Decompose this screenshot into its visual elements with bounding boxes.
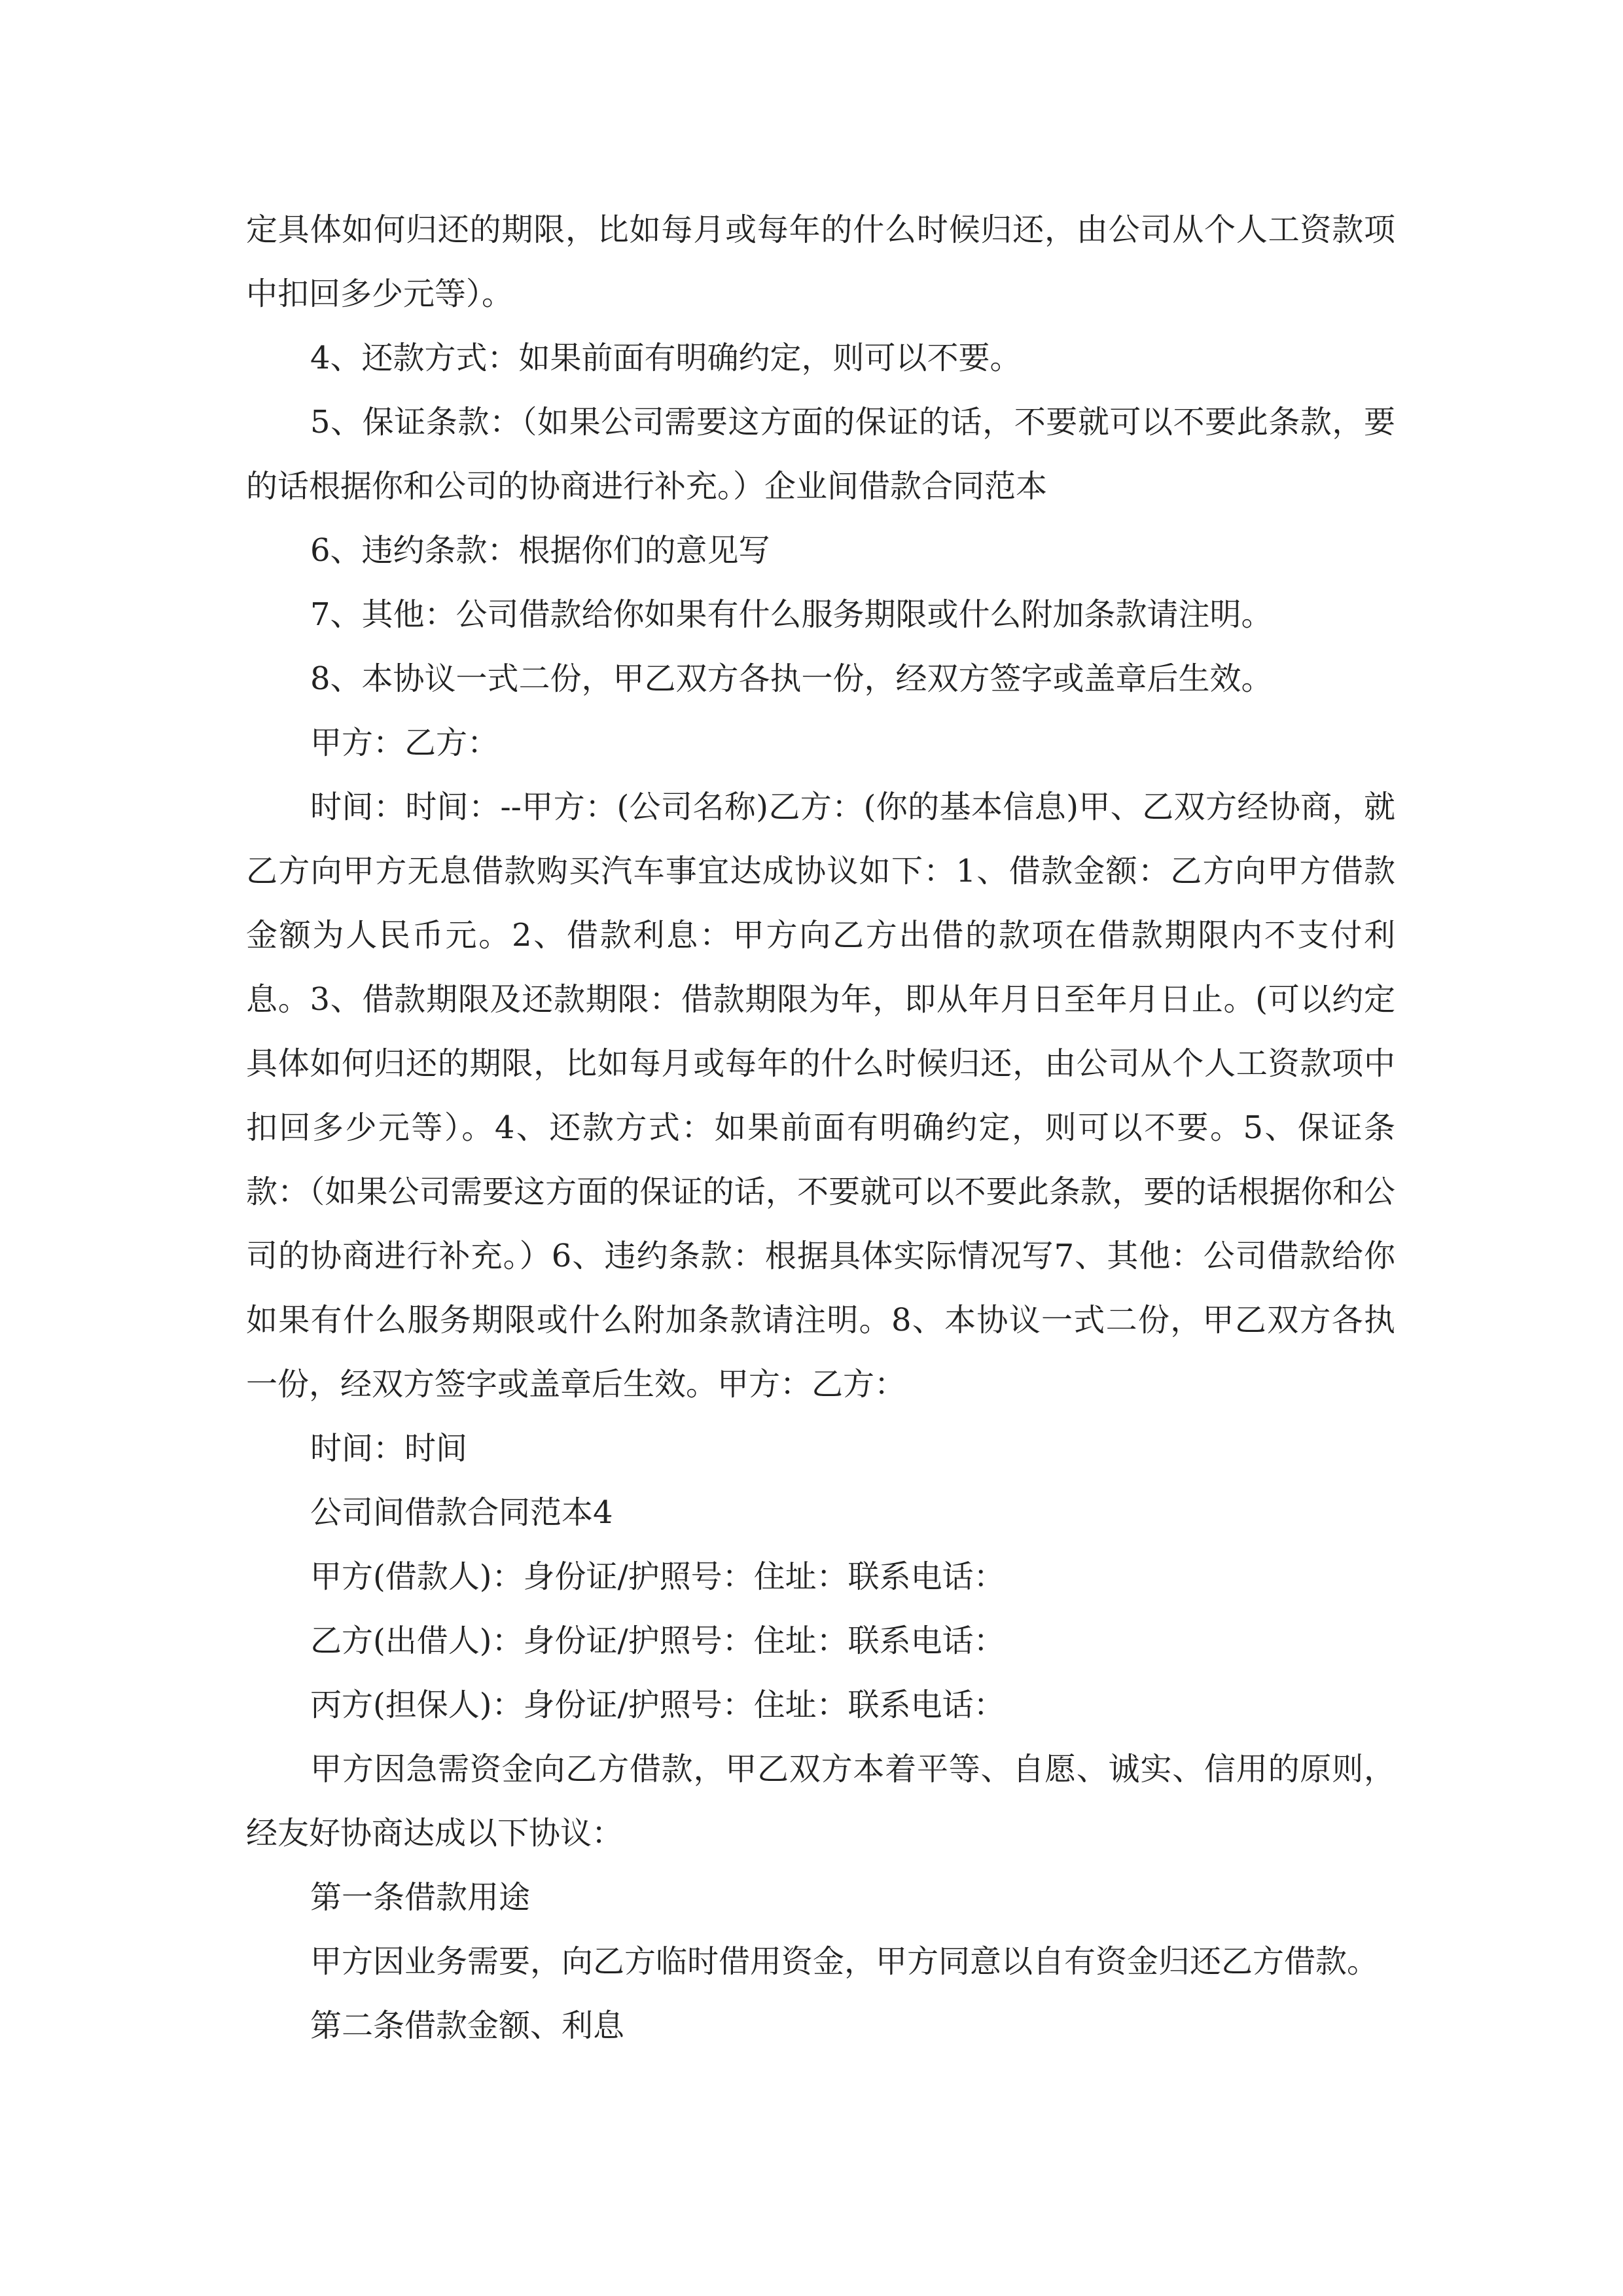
section-title: 公司间借款合同范本4 [310,1494,613,1531]
paragraph-16: 甲方因业务需要，向乙方临时借用资金，甲方同意以自有资金归还乙方借款。 [310,1943,1379,1980]
paragraph-8: 时间：时间：--甲方：(公司名称)乙方：(你的基本信息)甲、乙双方经协商，就乙方向甲方无息借款购买汽车事宜达成协议如下：1、借款金额：乙方向甲方借款金额为人民币元。2、借款利息：甲方向乙方出借的款项在借款期限内不支付利息。3、借款期限及还款期限：借款期限为年，即从年月日至年月日止。(可以约定具体如何归还的期限，比如每月或每年的什么时候归还，由公司从个人工资款项中扣回多少元等）。4、还款方式：如果前面有明确约定，则可以不要。5、保证条款：（如果公司需要这方面的保证的话，不要就可以不要此条款，要的话根据你和公司的协商进行补充。）6、违约条款：根据具体实际情况写7、其他：公司借款给你如果有什么服务期限或什么附加条款请注明。8、本协议一式二份，甲乙双方各执一份，经双方签字或盖章后生效。甲方：乙方： [246,789,1395,1403]
paragraph-2: 4、还款方式：如果前面有明确约定，则可以不要。 [310,340,1022,376]
paragraph-5: 7、其他：公司借款给你如果有什么服务期限或什么附加条款请注明。 [310,596,1273,633]
paragraph-4: 6、违约条款：根据你们的意见写 [310,532,770,569]
party-b-line: 乙方(出借人)：身份证/护照号：住址：联系电话： [310,1623,1005,1659]
paragraph-9: 时间：时间 [310,1430,468,1467]
paragraph-6: 8、本协议一式二份，甲乙双方各执一份，经双方签字或盖章后生效。 [310,660,1273,697]
article-1-heading: 第一条借款用途 [310,1879,531,1916]
paragraph-14: 甲方因急需资金向乙方借款，甲乙双方本着平等、自愿、诚实、信用的原则，经友好协商达成以下协议： [246,1751,1395,1852]
party-c-line: 丙方(担保人)：身份证/护照号：住址：联系电话： [310,1687,1005,1723]
article-2-heading: 第二条借款金额、利息 [310,2007,625,2044]
paragraph-3: 5、保证条款：（如果公司需要这方面的保证的话，不要就可以不要此条款，要的话根据你和公司的协商进行补充。）企业间借款合同范本 [246,404,1395,505]
paragraph-7: 甲方：乙方： [310,725,499,761]
party-a-line: 甲方(借款人)：身份证/护照号：住址：联系电话： [310,1558,1005,1595]
document-body [246,198,1395,2058]
paragraph-1: 定具体如何归还的期限，比如每月或每年的什么时候归还，由公司从个人工资款项中扣回多少元等）。 [246,211,1395,312]
